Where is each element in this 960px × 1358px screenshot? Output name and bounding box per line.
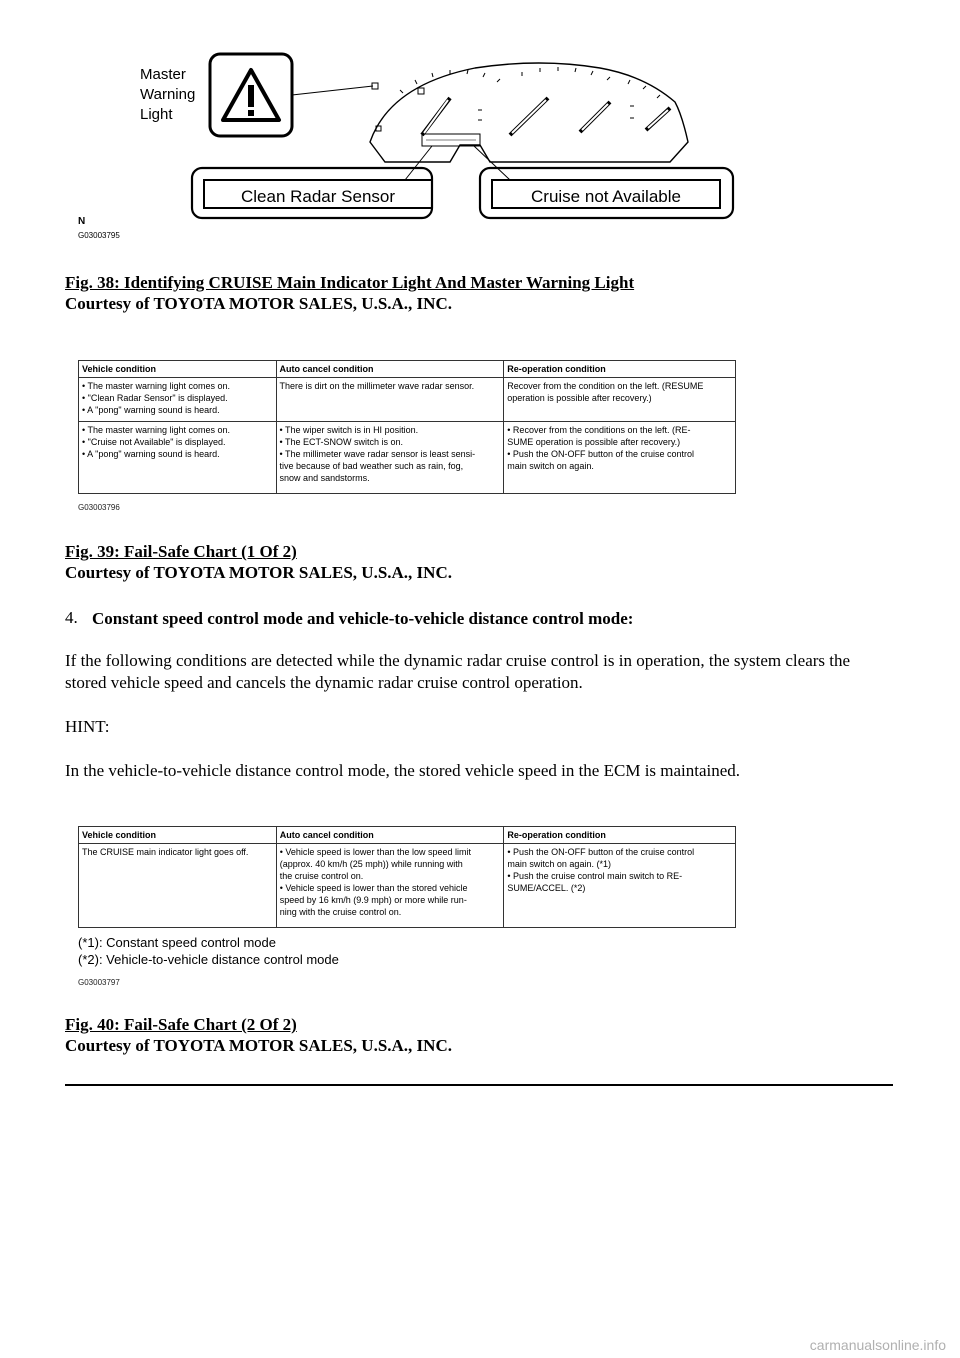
figure-40-courtesy: Courtesy of TOYOTA MOTOR SALES, U.S.A., INC. (65, 1036, 452, 1055)
figure-39-code: G03003796 (78, 503, 120, 512)
instrument-cluster-drawing (70, 40, 750, 245)
hint-body: In the vehicle-to-vehicle distance control mode, the stored vehicle speed in the ECM is maintained. (65, 761, 741, 780)
mode-notes: (*1): Constant speed control mode (*2): Vehicle-to-vehicle distance control mode (78, 935, 339, 967)
cruise-not-available-text: Cruise not Available (531, 187, 681, 206)
figure-code: G03003795 (78, 231, 120, 240)
step-heading: Constant speed control mode and vehicle-to-vehicle distance control mode: (92, 609, 634, 628)
step-number: 4. (65, 608, 78, 627)
figure-39-title[interactable]: Fig. 39: Fail-Safe Chart (1 Of 2) (65, 542, 297, 561)
table-row: • The master warning light comes on. • "Clean Radar Sensor" is displayed. • A "pong" warning sound is heard. There is dirt on the millimeter wave radar sensor. Recover from the condition on the left. (RESUME operation is possible after recovery.) (79, 378, 736, 422)
figure-38-courtesy: Courtesy of TOYOTA MOTOR SALES, U.S.A., INC. (65, 294, 452, 313)
figure-38-title[interactable]: Fig. 38: Identifying CRUISE Main Indicator Light And Master Warning Light (65, 273, 635, 292)
table-header-row: Vehicle condition Auto cancel condition Re-operation condition (79, 827, 736, 844)
figure-40-caption (65, 1014, 452, 1056)
step-body: If the following conditions are detected while the dynamic radar cruise control is in operation, the system clears the stored vehicle speed and cancels the dynamic radar cruise control operation. (65, 651, 851, 692)
table-row: The CRUISE main indicator light goes off. • Vehicle speed is lower than the low speed limit (approx. 40 km/h (25 mph)) while running with the cruise control on. • Vehicle speed is lower than the stored vehicle speed by 16 km/h (9.9 mph) or more while run- ning with the cruise control on. • Push the ON-OFF button of the cruise control main switch on again. (*1) • Push the cruise control main switch to RE- SUME/ACCEL. (*2) (79, 844, 736, 928)
clean-radar-text: Clean Radar Sensor (240, 187, 396, 206)
figure-39-courtesy: Courtesy of TOYOTA MOTOR SALES, U.S.A., INC. (65, 563, 452, 582)
hint-label: HINT: (65, 717, 110, 736)
table-header-row: Vehicle condition Auto cancel condition Re-operation condition (79, 361, 736, 378)
figure-marker: N (78, 216, 86, 227)
warning-triangle-icon (223, 70, 279, 120)
fail-safe-chart-2 (78, 826, 736, 928)
cluster-outline (370, 63, 688, 162)
figure-40-code: G03003797 (78, 978, 120, 987)
site-watermark: carmanualsonline.info (809, 1337, 946, 1353)
master-warning-light-label: Master Warning Light (140, 66, 196, 123)
figure-38-caption (65, 272, 634, 314)
figure-40-title[interactable]: Fig. 40: Fail-Safe Chart (2 Of 2) (65, 1015, 297, 1034)
fail-safe-chart-1 (78, 360, 736, 494)
section-divider (65, 1084, 893, 1086)
table-row: • The master warning light comes on. • "Cruise not Available" is displayed. • A "pong" warning sound is heard. • The wiper switch is in HI position. • The ECT-SNOW switch is on. • The millimeter wave radar sensor is least sensi- tive because of bad weather such as rain, fog, snow and sandstorms. • Recover from the conditions on the left. (RE- SUME operation is possible after recovery.) • Push the ON-OFF button of the cruise control main switch on again. (79, 422, 736, 494)
figure-38-illustration (70, 40, 750, 245)
figure-39-caption (65, 541, 452, 583)
